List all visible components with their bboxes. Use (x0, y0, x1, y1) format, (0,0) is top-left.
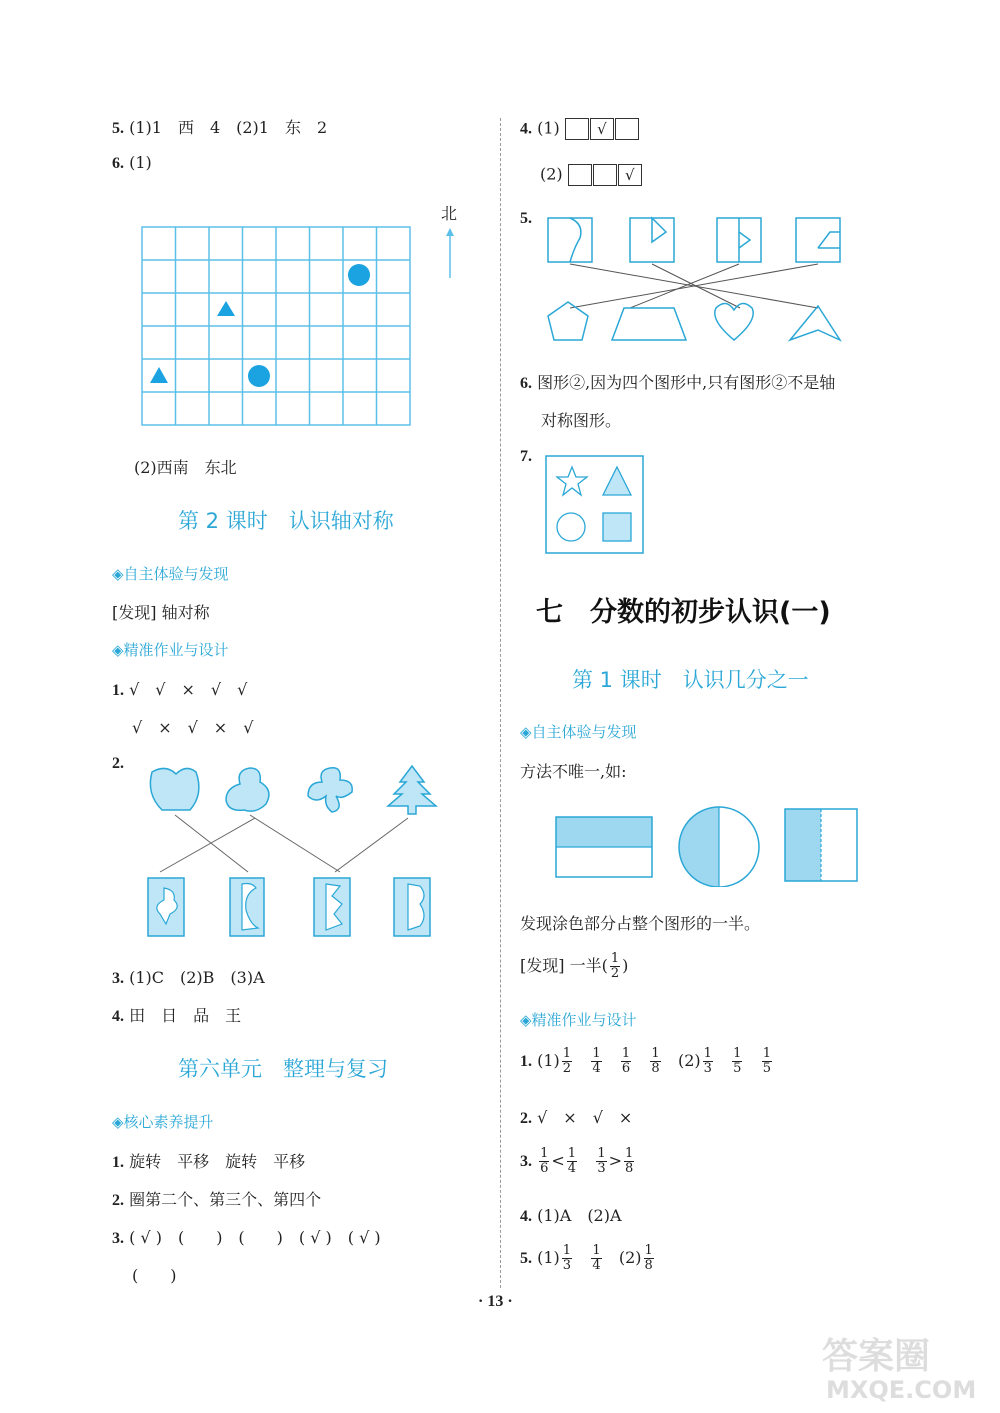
apple-shape (150, 768, 199, 810)
north-arrow-icon (443, 228, 457, 280)
right-q5: 5. (520, 210, 532, 227)
halves-figure (555, 805, 860, 887)
watermark-text: MXQE.COM (826, 1376, 977, 1404)
heart-shape (715, 303, 753, 340)
fraction: $\frac{1}{5}$ (762, 1046, 771, 1076)
section-label: ◈精准作业与设计 (520, 1011, 637, 1029)
fraction: $\frac{1}{8}$ (651, 1046, 660, 1076)
answer-box: √ (618, 164, 642, 186)
right-q4-p1: 4. (1) √ (520, 118, 640, 140)
triangle-shape (603, 467, 631, 495)
fraction: $\frac{1}{3}$ (597, 1146, 606, 1176)
section-label: ◈核心素养提升 (112, 1113, 214, 1131)
lesson-2-title: 第 2 课时 认识轴对称 (178, 509, 394, 533)
square-shape (603, 513, 631, 541)
circle-shape (557, 513, 585, 541)
section-label: ◈自主体验与发现 (112, 565, 229, 583)
find-text: [发现] 轴对称 (112, 603, 210, 622)
right-q6: 6. 图形②,因为四个图形中,只有图形②不是轴 (520, 373, 836, 392)
left-c1: 1. 旋转 平移 旋转 平移 (112, 1152, 306, 1171)
left-w2: 2. (112, 755, 124, 772)
fraction: $\frac{1}{4}$ (567, 1146, 577, 1176)
arrow-shape (790, 306, 840, 340)
right-q4-p2: (2) √ (540, 164, 643, 186)
left-w1-row2: √ × √ × √ (132, 718, 254, 737)
fraction: $\frac{1}{6}$ (540, 1146, 549, 1176)
shapes-box-figure (545, 455, 645, 555)
fraction: $\frac{1}{4}$ (592, 1243, 601, 1273)
triangle-marker (217, 301, 235, 316)
fraction: $\frac{1}{4}$ (592, 1046, 601, 1076)
fraction: $\frac{1}{3}$ (703, 1046, 712, 1076)
right-r3: 3. $\frac{1}{6}$ < $\frac{1}{4}$ $\frac{1}{3}$ > $\frac{1}{8}$ (520, 1146, 634, 1176)
left-c2: 2. 圈第二个、第三个、第四个 (112, 1190, 322, 1209)
left-q6-part2: (2)西南 东北 (134, 458, 237, 477)
lesson-1-title: 第 1 课时 认识几分之一 (572, 668, 809, 692)
watermark-logo: 答案圈 (822, 1336, 931, 1377)
circle-marker (348, 264, 370, 286)
left-c3: 3. ( √ ) ( ) ( ) ( √ ) ( √ ) (112, 1228, 381, 1247)
symmetry-matching-figure (130, 760, 450, 945)
north-label: 北 (441, 204, 458, 223)
right-r4: 4. (1)A (2)A (520, 1206, 622, 1225)
chapter-7-title: 七 分数的初步认识(一) (536, 597, 831, 628)
page-number: · 13 · (478, 1293, 513, 1310)
trapezoid-shape (612, 308, 686, 340)
coordinate-grid (140, 225, 412, 427)
fraction: $\frac{1}{3}$ (562, 1243, 572, 1273)
left-w4: 4. 田 日 品 王 (112, 1006, 242, 1025)
answer-box (593, 164, 617, 186)
section-label: ◈自主体验与发现 (520, 723, 637, 741)
fraction: $\frac{1}{6}$ (621, 1046, 631, 1076)
fraction: $\frac{1}{2}$ (562, 1046, 572, 1076)
shape-matching-figure (540, 212, 870, 347)
left-w1: 1. √ √ × √ √ (112, 680, 248, 699)
triangle-marker (150, 367, 168, 383)
column-divider (500, 118, 501, 1288)
circle-marker (248, 365, 270, 387)
star-shape (557, 467, 587, 495)
method-text: 方法不唯一,如: (520, 762, 627, 781)
left-q6: 6. (1) (112, 153, 152, 172)
fraction: $\frac{1}{8}$ (644, 1243, 653, 1273)
gourd-shape (226, 768, 269, 811)
right-r2: 2. √ × √ × (520, 1108, 633, 1127)
right-r5: 5. (1) $\frac{1}{3}$ $\frac{1}{4}$ (2) $\frac{1}{8}$ (520, 1243, 653, 1273)
left-w3: 3. (1)C (2)B (3)A (112, 968, 265, 987)
answer-box (615, 118, 639, 140)
found-text: 发现涂色部分占整个图形的一半。 (520, 914, 761, 933)
fraction: $\frac{1}{8}$ (625, 1146, 634, 1176)
find-half: [发现] 一半( $\frac{1}{2}$ ) (520, 951, 629, 981)
answer-box (568, 164, 592, 186)
left-c3-row2: ( ) (132, 1266, 177, 1285)
unit-6-title: 第六单元 整理与复习 (178, 1057, 388, 1081)
right-q7: 7. (520, 448, 532, 465)
fraction: $\frac{1}{2}$ (610, 951, 620, 981)
right-r1: 1. (1) $\frac{1}{2}$ $\frac{1}{4}$ $\frac{1}{6}$ $\frac{1}{8}$ (2) $\frac{1}{3}$ $\frac{1}{5}$ $\frac{1}{5}$ (520, 1046, 771, 1076)
pentagon-shape (548, 302, 588, 340)
answer-box: √ (590, 118, 614, 140)
tree-shape (388, 766, 436, 814)
section-label: ◈精准作业与设计 (112, 641, 229, 659)
left-q5: 5. (1)1 西 4 (2)1 东 2 (112, 118, 328, 137)
flower-shape (308, 768, 352, 812)
answer-box (565, 118, 589, 140)
fraction: $\frac{1}{5}$ (733, 1046, 742, 1076)
right-q6-line2: 对称图形。 (541, 411, 622, 430)
